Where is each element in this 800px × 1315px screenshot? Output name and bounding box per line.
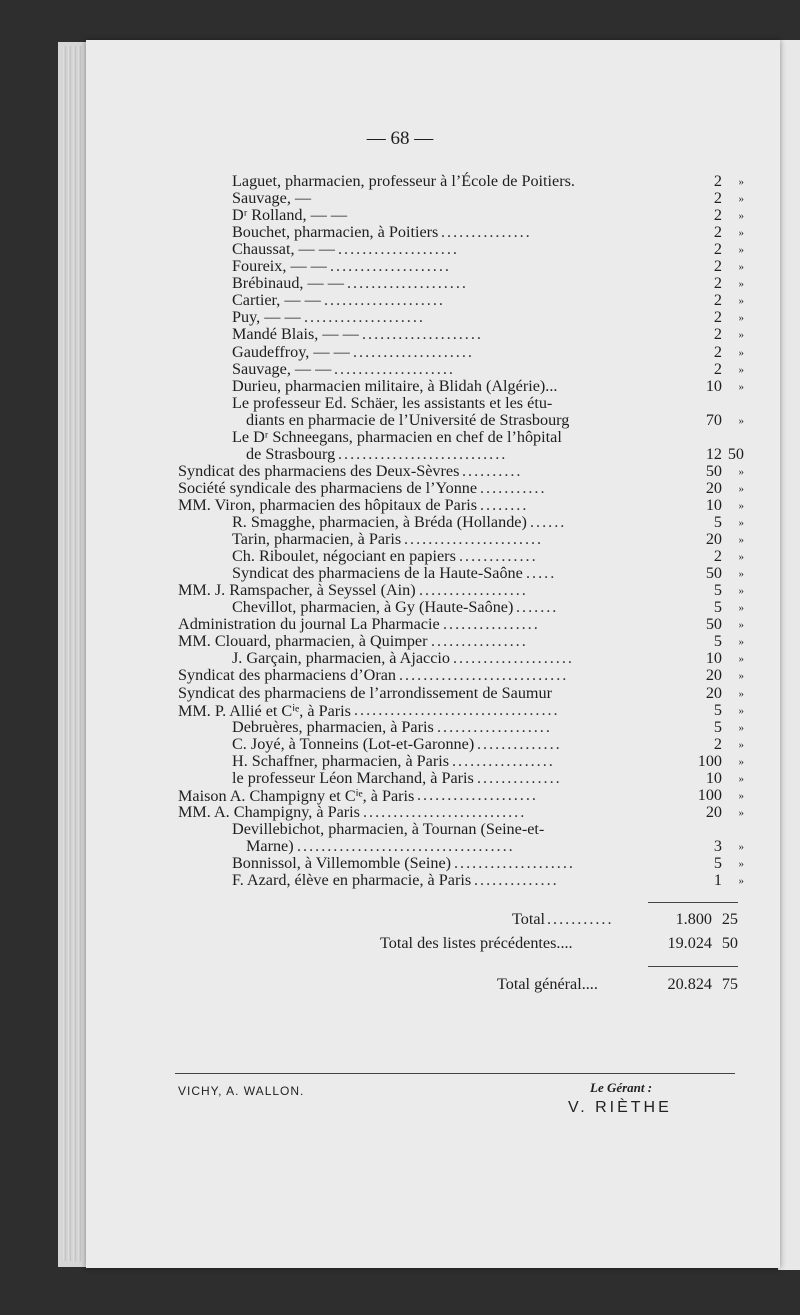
- entry-label: Société syndicale des pharmaciens de l’Yonne: [178, 478, 478, 497]
- leader-dots: ..........: [462, 461, 523, 480]
- entry-label: MM. Viron, pharmacien des hôpitaux de Paris: [178, 495, 478, 514]
- amount-centimes: »: [738, 499, 744, 512]
- total-row: [0, 934, 800, 953]
- leader-dots: ..............: [477, 768, 562, 787]
- amount-francs: 2: [713, 342, 722, 361]
- amount-francs: 50: [705, 461, 722, 480]
- entry-label: Foureix, — —: [232, 257, 327, 276]
- leader-dots: ....................: [454, 854, 575, 872]
- amount-francs: 20: [705, 478, 722, 497]
- entry-label: H. Schaffner, pharmacien, à Paris: [232, 751, 450, 770]
- amount-centimes: »: [738, 619, 744, 632]
- leader-dots: ..................................: [354, 700, 560, 719]
- leader-dots: ....................: [453, 649, 574, 668]
- entry-label: R. Smagghe, pharmacien, à Bréda (Hollande): [232, 513, 527, 531]
- entry-label: MM. Clouard, pharmacien, à Quimper: [178, 632, 428, 651]
- entry-label: Chaussat, — —: [232, 240, 335, 259]
- amount-francs: 5: [713, 598, 722, 617]
- total-rule-2: [648, 966, 738, 967]
- leader-dots: .....: [526, 564, 557, 583]
- entry-label: Devillebichot, pharmacien, à Tournan (Seine-et-: [232, 819, 545, 838]
- entry-label: MM. A. Champigny, à Paris: [178, 802, 360, 821]
- entry-label: Syndicat des pharmaciens des Deux-Sèvres: [178, 461, 460, 480]
- amount-centimes: »: [738, 806, 744, 819]
- leader-dots: ....................: [417, 785, 538, 804]
- amount-francs: 10: [705, 376, 722, 395]
- entry-label: diants en pharmacie de l’Université de Strasbourg: [246, 410, 570, 429]
- leader-dots: ....................................: [297, 836, 515, 855]
- leader-dots: ....................: [304, 308, 425, 327]
- leader-dots: ...........................: [363, 802, 527, 821]
- amount-centimes: 50: [727, 444, 744, 463]
- leader-dots: ............................: [338, 444, 508, 463]
- entry-label: Bouchet, pharmacien, à Poitiers: [232, 223, 439, 242]
- amount-francs: 100: [697, 751, 722, 770]
- amount-centimes: »: [738, 227, 744, 240]
- entry-label: Administration du journal La Pharmacie: [178, 615, 440, 634]
- list-item: [0, 871, 800, 890]
- entry-label: Maison A. Champigny et Cⁱᵉ, à Paris: [178, 786, 415, 805]
- amount-francs: 1: [713, 871, 722, 890]
- amount-centimes: »: [738, 380, 744, 393]
- amount-francs: 20: [705, 666, 722, 685]
- amount-francs: 20: [705, 683, 722, 702]
- entry-label: le professeur Léon Marchand, à Paris: [232, 768, 474, 787]
- amount-centimes: »: [738, 687, 744, 700]
- amount-francs: 2: [713, 291, 722, 310]
- printer-imprint: VICHY, A. WALLON.: [178, 1084, 305, 1098]
- amount-francs: 2: [713, 206, 722, 225]
- amount-francs: 2: [713, 240, 722, 259]
- amount-centimes: »: [738, 738, 744, 751]
- entry-label: Debruères, pharmacien, à Paris: [232, 717, 434, 736]
- entry-label: Durieu, pharmacien militaire, à Blidah (Algérie)...: [232, 376, 558, 395]
- amount-francs: 3: [713, 836, 722, 855]
- leader-dots: ....................: [334, 359, 455, 378]
- amount-centimes: »: [738, 602, 744, 615]
- amount-francs: 2: [713, 223, 722, 242]
- amount-centimes: »: [738, 653, 744, 666]
- leader-dots: ....................: [362, 325, 483, 344]
- amount-francs: 12: [705, 444, 722, 463]
- amount-centimes: »: [738, 840, 744, 853]
- amount-centimes: »: [738, 210, 744, 223]
- amount-centimes: »: [738, 465, 744, 478]
- amount-centimes: »: [738, 482, 744, 495]
- amount-centimes: »: [738, 721, 744, 734]
- total-centimes: 75: [721, 975, 738, 993]
- amount-francs: 2: [713, 325, 722, 344]
- amount-centimes: »: [738, 176, 744, 188]
- amount-francs: 2: [713, 547, 722, 566]
- entry-label: Chevillot, pharmacien, à Gy (Haute-Saône): [232, 598, 514, 617]
- amount-francs: 50: [705, 615, 722, 634]
- entry-label: de Strasbourg: [246, 444, 336, 463]
- entry-label: Cartier, — —: [232, 291, 321, 310]
- amount-francs: 100: [697, 785, 722, 804]
- total-label: Total des listes précédentes....: [380, 934, 573, 952]
- amount-francs: 10: [705, 649, 722, 668]
- entry-label: Marne): [246, 836, 294, 855]
- amount-francs: 2: [713, 257, 722, 276]
- leader-dots: ....................: [324, 291, 445, 310]
- footer-rule: [175, 1073, 735, 1074]
- entry-label: F. Azard, élève en pharmacie, à Paris: [232, 871, 472, 890]
- entry-label: Mandé Blais, — —: [232, 325, 359, 344]
- amount-francs: 5: [713, 581, 722, 600]
- entry-label: Sauvage, —: [232, 189, 312, 208]
- amount-francs: 2: [713, 274, 722, 293]
- total-rule-1: [648, 902, 738, 903]
- entry-label: Ch. Riboulet, négociant en papiers: [232, 547, 456, 566]
- amount-francs: 20: [705, 530, 722, 549]
- entry-label: Laguet, pharmacien, professeur à l’École de Poitiers.: [232, 172, 575, 190]
- amount-centimes: »: [738, 636, 744, 649]
- entry-label: Sauvage, — —: [232, 359, 332, 378]
- amount-centimes: »: [738, 755, 744, 768]
- amount-centimes: »: [738, 772, 744, 785]
- total-row: [0, 910, 800, 929]
- leader-dots: ......: [530, 513, 567, 531]
- leader-dots: .......................: [404, 530, 544, 549]
- leader-dots: ....................: [353, 342, 474, 361]
- leader-dots: ........: [480, 495, 529, 514]
- total-centimes: 25: [721, 910, 738, 928]
- amount-centimes: »: [738, 670, 744, 683]
- amount-centimes: »: [738, 363, 744, 376]
- leader-dots: ............................: [399, 666, 569, 685]
- total-row: [0, 975, 800, 994]
- amount-francs: 5: [713, 854, 722, 872]
- amount-centimes: »: [738, 329, 744, 342]
- entry-label: MM. J. Ramspacher, à Seyssel (Ain): [178, 581, 416, 600]
- amount-centimes: »: [738, 789, 744, 802]
- amount-francs: 5: [713, 513, 722, 531]
- leader-dots: ..................: [419, 581, 528, 600]
- leader-dots: ................: [431, 632, 528, 651]
- amount-francs: 2: [713, 189, 722, 208]
- entry-label: Le Dʳ Schneegans, pharmacien en chef de l’hôpital: [232, 427, 562, 446]
- leader-dots: ..............: [474, 871, 559, 890]
- amount-francs: 10: [705, 768, 722, 787]
- leader-dots: ..............: [477, 734, 562, 753]
- leader-dots: .................: [452, 751, 555, 770]
- amount-francs: 2: [713, 172, 722, 190]
- amount-centimes: »: [738, 261, 744, 274]
- entry-label: Dʳ Rolland, — —: [232, 206, 348, 225]
- entry-label: Gaudeffroy, — —: [232, 342, 350, 361]
- leader-dots: ....................: [347, 274, 468, 293]
- entry-label: Syndicat des pharmaciens de l’arrondissement de Saumur: [178, 683, 553, 702]
- entry-label: Bonnissol, à Villemomble (Seine): [232, 854, 452, 872]
- amount-francs: 5: [713, 632, 722, 651]
- amount-centimes: »: [738, 517, 744, 529]
- manager-title: Le Gérant :: [590, 1080, 653, 1095]
- amount-francs: 50: [705, 564, 722, 583]
- amount-francs: 10: [705, 495, 722, 514]
- amount-centimes: »: [738, 875, 744, 888]
- leader-dots: ...................: [437, 717, 552, 736]
- total-francs: 1.800: [675, 910, 712, 928]
- amount-centimes: »: [738, 534, 744, 547]
- page-number: — 68 —: [366, 128, 434, 149]
- leader-dots: .......: [516, 598, 559, 617]
- entry-label: J. Garçain, pharmacien, à Ajaccio: [232, 649, 450, 668]
- amount-centimes: »: [738, 551, 744, 564]
- amount-centimes: »: [738, 585, 744, 598]
- amount-francs: 5: [713, 700, 722, 719]
- leader-dots: ...........: [480, 478, 547, 497]
- amount-centimes: »: [738, 278, 744, 291]
- total-label: Total: [512, 910, 546, 928]
- total-francs: 20.824: [667, 975, 712, 993]
- amount-centimes: »: [738, 858, 744, 870]
- manager-name: V. RIÈTHE: [568, 1099, 672, 1116]
- entry-label: Le professeur Ed. Schäer, les assistants et les étu-: [232, 393, 553, 412]
- amount-centimes: »: [738, 568, 744, 581]
- entry-label: C. Joyé, à Tonneins (Lot-et-Garonne): [232, 734, 475, 753]
- amount-centimes: »: [738, 704, 744, 717]
- entry-label: Syndicat des pharmaciens de la Haute-Saône: [232, 564, 523, 583]
- leader-dots: ...............: [441, 223, 532, 242]
- leader-dots: ....................: [338, 240, 459, 259]
- entry-label: Brébinaud, — —: [232, 274, 344, 293]
- leader-dots: .............: [459, 547, 538, 566]
- leader-dots: ................: [443, 615, 540, 634]
- amount-centimes: »: [738, 295, 744, 308]
- amount-francs: 70: [705, 410, 722, 429]
- entry-label: Syndicat des pharmaciens d’Oran: [178, 666, 397, 685]
- amount-francs: 20: [705, 802, 722, 821]
- amount-francs: 2: [713, 308, 722, 327]
- leader-dots: ...........: [547, 910, 614, 928]
- total-centimes: 50: [721, 934, 738, 952]
- amount-centimes: »: [738, 414, 744, 427]
- amount-centimes: »: [738, 193, 744, 206]
- amount-centimes: »: [738, 346, 744, 359]
- total-label: Total général....: [497, 975, 598, 993]
- entry-label: Tarin, pharmacien, à Paris: [232, 530, 402, 549]
- entry-label: Puy, — —: [232, 308, 301, 327]
- amount-francs: 2: [713, 359, 722, 378]
- total-francs: 19.024: [667, 934, 712, 952]
- entry-label: MM. P. Allié et Cⁱᵉ, à Paris: [178, 701, 351, 720]
- amount-francs: 2: [713, 734, 722, 753]
- amount-centimes: »: [738, 312, 744, 325]
- amount-centimes: »: [738, 244, 744, 257]
- leader-dots: ....................: [330, 257, 451, 276]
- amount-francs: 5: [713, 717, 722, 736]
